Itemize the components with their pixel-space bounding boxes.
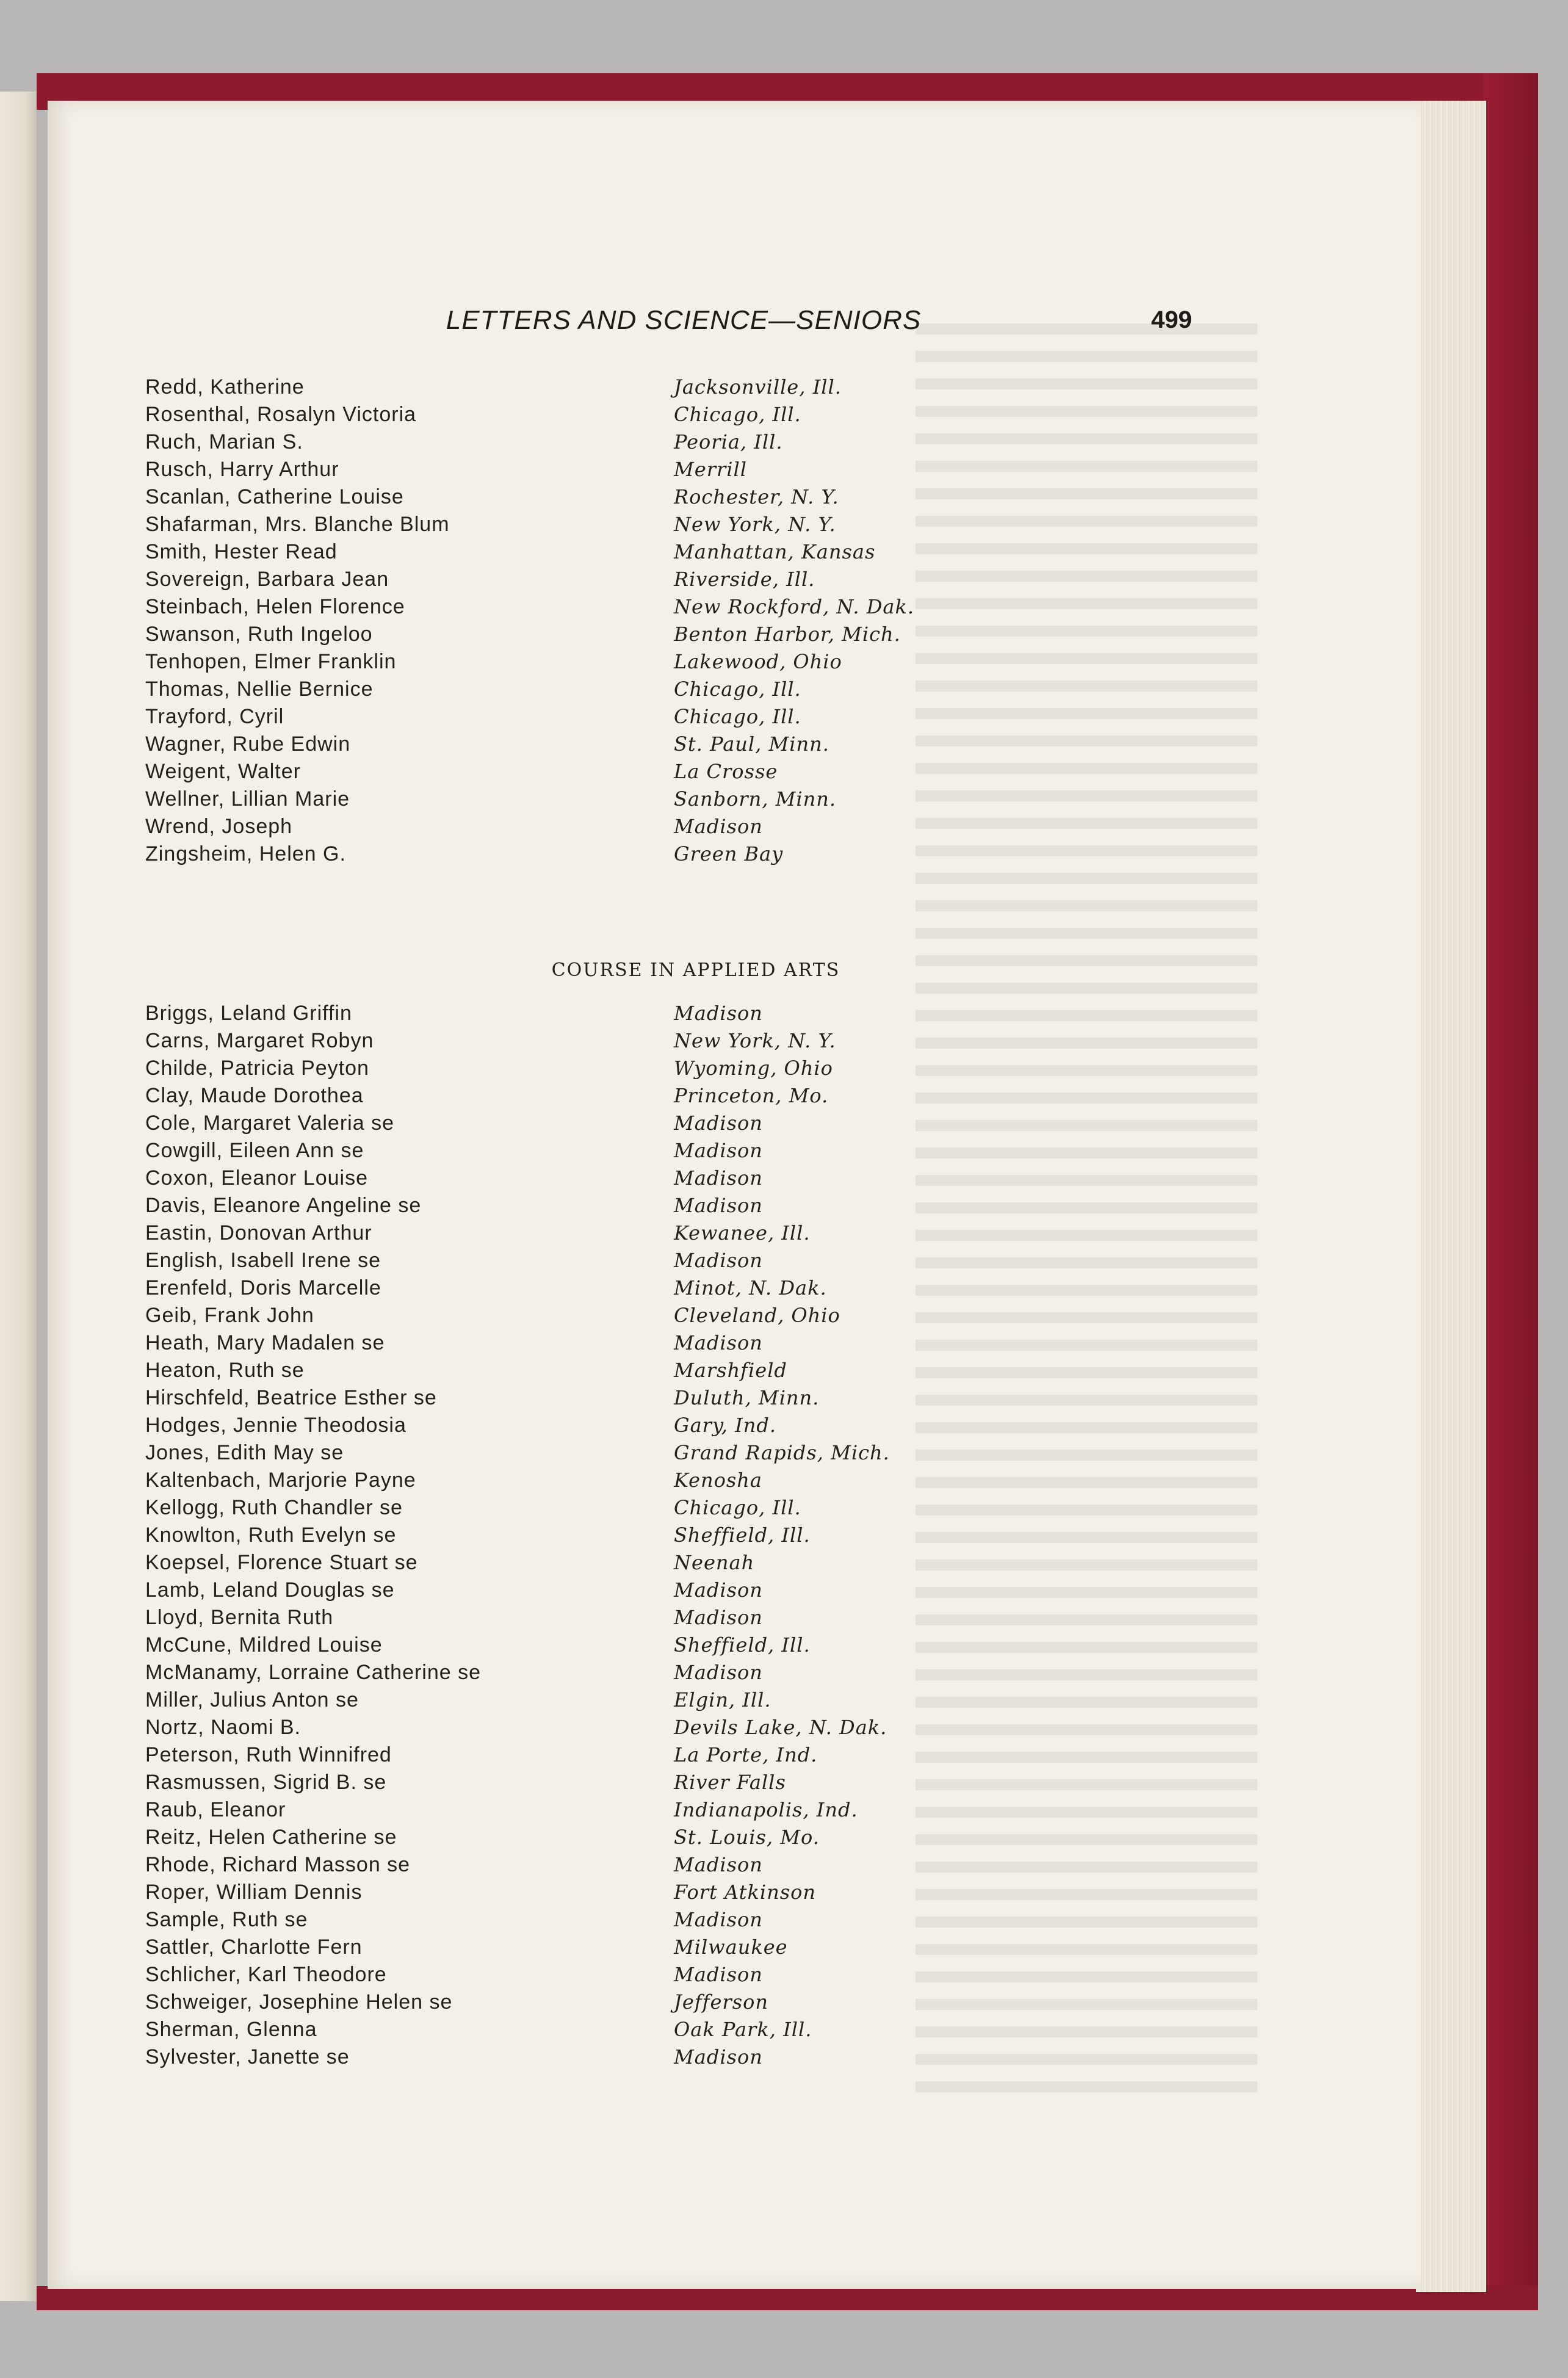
list-item-name: Thomas, Nellie Bernice <box>145 678 374 701</box>
list-item-name: Schweiger, Josephine Helen se <box>145 1990 453 2014</box>
list-item-name: Wrend, Joseph <box>145 815 293 838</box>
list-item-name: Peterson, Ruth Winnifred <box>145 1743 392 1766</box>
list-item-name: Wellner, Lillian Marie <box>145 787 350 811</box>
list-item-place: River Falls <box>674 1771 786 1794</box>
list-item-name: Sattler, Charlotte Fern <box>145 1935 363 1959</box>
page-number: 499 <box>1151 306 1192 333</box>
list-item-name: Shafarman, Mrs. Blanche Blum <box>145 513 450 536</box>
list-item-place: Wyoming, Ohio <box>674 1057 833 1080</box>
list-item-name: Hodges, Jennie Theodosia <box>145 1414 406 1437</box>
list-item-place: Green Bay <box>674 842 784 866</box>
list-item-name: Rhode, Richard Masson se <box>145 1853 411 1876</box>
list-item-place: Madison <box>674 1908 763 1931</box>
list-item-place: Madison <box>674 1166 763 1190</box>
list-item-name: Smith, Hester Read <box>145 540 338 563</box>
list-item-place: Sheffield, Ill. <box>674 1633 811 1657</box>
page-block-edges <box>1416 101 1486 2292</box>
list-item-place: Madison <box>674 1661 763 1684</box>
list-item-name: Knowlton, Ruth Evelyn se <box>145 1523 397 1547</box>
list-item-place: Madison <box>674 815 763 838</box>
list-item-place: St. Paul, Minn. <box>674 732 829 756</box>
list-item-place: Madison <box>674 1194 763 1217</box>
list-item-name: Kellogg, Ruth Chandler se <box>145 1496 403 1519</box>
list-item-place: Madison <box>674 1139 763 1162</box>
list-item-place: La Porte, Ind. <box>674 1743 818 1766</box>
list-item-name: Cowgill, Eileen Ann se <box>145 1139 364 1162</box>
list-item-name: Childe, Patricia Peyton <box>145 1057 369 1080</box>
list-item-name: Sylvester, Janette se <box>145 2045 350 2069</box>
section-2-names <box>145 1000 695 2071</box>
list-item-place: New Rockford, N. Dak. <box>674 595 914 618</box>
list-item-place: Chicago, Ill. <box>674 705 801 728</box>
list-item-place: Madison <box>674 2045 763 2069</box>
list-item-place: Madison <box>674 1606 763 1629</box>
section-1-places <box>674 374 1101 868</box>
list-item-place: Jacksonville, Ill. <box>674 375 842 399</box>
list-item-place: St. Louis, Mo. <box>674 1826 820 1849</box>
list-item-name: Miller, Julius Anton se <box>145 1688 359 1711</box>
list-item-name: Lamb, Leland Douglas se <box>145 1578 395 1602</box>
list-item-place: Chicago, Ill. <box>674 678 801 701</box>
list-item-place: Cleveland, Ohio <box>674 1304 840 1327</box>
list-item-name: Ruch, Marian S. <box>145 430 303 454</box>
list-item-place: Sheffield, Ill. <box>674 1523 811 1547</box>
list-item-name: Clay, Maude Dorothea <box>145 1084 364 1107</box>
list-item-name: McManamy, Lorraine Catherine se <box>145 1661 482 1684</box>
list-item-place: Merrill <box>674 458 747 481</box>
list-item-place: Kenosha <box>674 1469 762 1492</box>
list-item-place: Riverside, Ill. <box>674 568 815 591</box>
list-item-name: Rusch, Harry Arthur <box>145 458 339 481</box>
list-item-place: Madison <box>674 1853 763 1876</box>
list-item-name: Kaltenbach, Marjorie Payne <box>145 1469 416 1492</box>
list-item-place: Madison <box>674 1249 763 1272</box>
book-cover-right <box>1483 73 1538 2307</box>
list-item-place: Gary, Ind. <box>674 1414 777 1437</box>
list-item-place: Peoria, Ill. <box>674 430 783 454</box>
list-item-name: Davis, Eleanore Angeline se <box>145 1194 422 1217</box>
list-item-place: New York, N. Y. <box>674 513 836 536</box>
list-item-place: Lakewood, Ohio <box>674 650 842 673</box>
list-item-name: Eastin, Donovan Arthur <box>145 1221 372 1245</box>
list-item-place: Madison <box>674 1963 763 1986</box>
list-item-name: Geib, Frank John <box>145 1304 314 1327</box>
list-item-name: Heaton, Ruth se <box>145 1359 305 1382</box>
list-item-name: Erenfeld, Doris Marcelle <box>145 1276 381 1299</box>
list-item-name: Hirschfeld, Beatrice Esther se <box>145 1386 437 1409</box>
list-item-name: Koepsel, Florence Stuart se <box>145 1551 418 1574</box>
section-2-places <box>674 1000 1101 2071</box>
list-item-name: Swanson, Ruth Ingeloo <box>145 623 373 646</box>
list-item-place: Chicago, Ill. <box>674 403 801 426</box>
list-item-name: Scanlan, Catherine Louise <box>145 485 404 508</box>
list-item-name: Sovereign, Barbara Jean <box>145 568 389 591</box>
list-item-name: Briggs, Leland Griffin <box>145 1002 352 1025</box>
list-item-place: Madison <box>674 1331 763 1354</box>
list-item-name: Nortz, Naomi B. <box>145 1716 301 1739</box>
list-item-place: Madison <box>674 1002 763 1025</box>
list-item-place: Princeton, Mo. <box>674 1084 829 1107</box>
list-item-place: Neenah <box>674 1551 755 1574</box>
list-item-place: Elgin, Ill. <box>674 1688 771 1711</box>
list-item-place: Fort Atkinson <box>674 1881 816 1904</box>
list-item-place: Jefferson <box>674 1990 768 2014</box>
list-item-place: Madison <box>674 1111 763 1135</box>
list-item-place: Chicago, Ill. <box>674 1496 801 1519</box>
list-item-name: Rasmussen, Sigrid B. se <box>145 1771 387 1794</box>
list-item-name: Lloyd, Bernita Ruth <box>145 1606 334 1629</box>
list-item-name: Steinbach, Helen Florence <box>145 595 405 618</box>
list-item-place: Madison <box>674 1578 763 1602</box>
list-item-name: Roper, William Dennis <box>145 1881 363 1904</box>
list-item-name: Sample, Ruth se <box>145 1908 308 1931</box>
list-item-name: Carns, Margaret Robyn <box>145 1029 374 1052</box>
list-item-place: Kewanee, Ill. <box>674 1221 811 1245</box>
book-cover-bottom <box>37 2286 1538 2310</box>
list-item-place: Duluth, Minn. <box>674 1386 820 1409</box>
list-item-name: Trayford, Cyril <box>145 705 284 728</box>
list-item-place: Manhattan, Kansas <box>674 540 876 563</box>
list-item-place: Sanborn, Minn. <box>674 787 836 811</box>
list-item-place: Rochester, N. Y. <box>674 485 839 508</box>
list-item-place: Indianapolis, Ind. <box>674 1798 858 1821</box>
list-item-place: New York, N. Y. <box>674 1029 836 1052</box>
list-item-name: Sherman, Glenna <box>145 2018 317 2041</box>
list-item-name: Coxon, Eleanor Louise <box>145 1166 369 1190</box>
list-item-name: Cole, Margaret Valeria se <box>145 1111 394 1135</box>
list-item-name: English, Isabell Irene se <box>145 1249 381 1272</box>
list-item-name: McCune, Mildred Louise <box>145 1633 383 1657</box>
list-item-name: Redd, Katherine <box>145 375 305 399</box>
list-item-place: Devils Lake, N. Dak. <box>674 1716 887 1739</box>
list-item-name: Tenhopen, Elmer Franklin <box>145 650 397 673</box>
list-item-name: Rosenthal, Rosalyn Victoria <box>145 403 417 426</box>
list-item-name: Zingsheim, Helen G. <box>145 842 346 866</box>
list-item-place: Benton Harbor, Mich. <box>674 623 901 646</box>
page-title: LETTERS AND SCIENCE—SENIORS <box>446 305 922 335</box>
list-item-name: Raub, Eleanor <box>145 1798 286 1821</box>
list-item-place: Milwaukee <box>674 1935 788 1959</box>
facing-page-edge <box>0 92 37 2301</box>
list-item-place: Marshfield <box>674 1359 787 1382</box>
list-item-name: Reitz, Helen Catherine se <box>145 1826 397 1849</box>
list-item-name: Weigent, Walter <box>145 760 301 783</box>
list-item-name: Schlicher, Karl Theodore <box>145 1963 387 1986</box>
list-item-place: Grand Rapids, Mich. <box>674 1441 890 1464</box>
list-item-name: Wagner, Rube Edwin <box>145 732 351 756</box>
list-item-name: Heath, Mary Madalen se <box>145 1331 385 1354</box>
list-item-place: Oak Park, Ill. <box>674 2018 812 2041</box>
list-item-place: La Crosse <box>674 760 778 783</box>
section-heading: COURSE IN APPLIED ARTS <box>551 960 840 981</box>
list-item-place: Minot, N. Dak. <box>674 1276 827 1299</box>
list-item-name: Jones, Edith May se <box>145 1441 344 1464</box>
section-1-names <box>145 374 695 868</box>
